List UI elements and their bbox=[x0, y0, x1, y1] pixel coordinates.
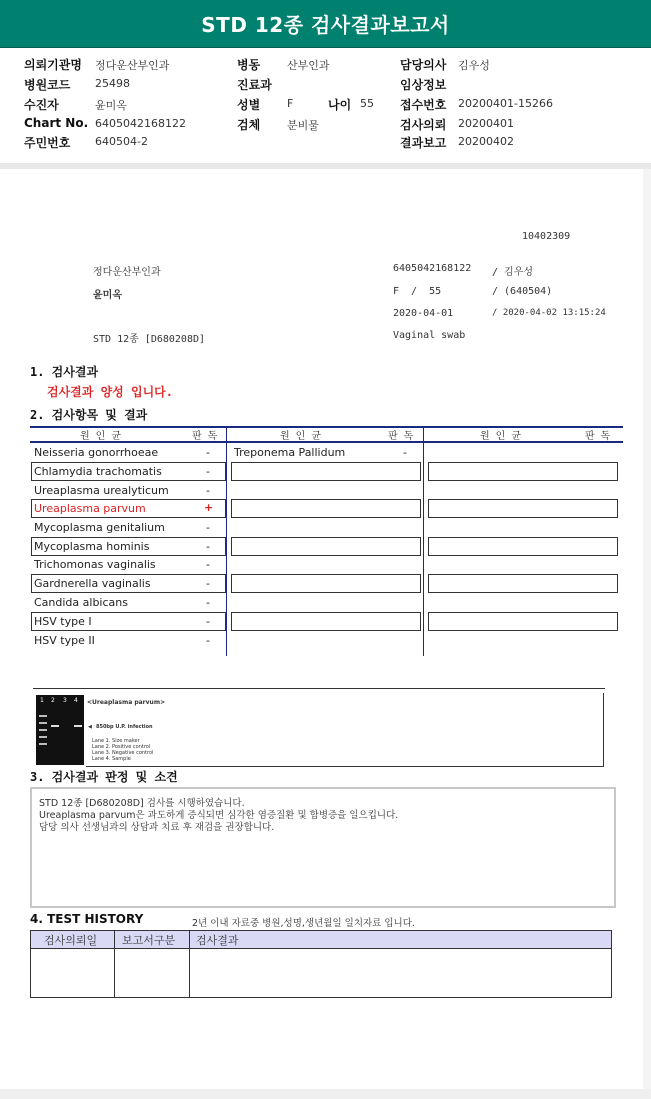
table-border bbox=[30, 997, 612, 998]
section1-title: 1. 검사결과 bbox=[30, 365, 99, 379]
receipt-label: 접수번호 bbox=[400, 98, 447, 112]
section2-title: 2. 검사항목 및 결과 bbox=[30, 408, 148, 422]
age-label: 나이 bbox=[328, 98, 352, 112]
hospital-code-label: 병원코드 bbox=[24, 78, 71, 92]
empty-row-frame bbox=[428, 462, 618, 481]
pathogen-name: Mycoplasma genitalium bbox=[34, 521, 165, 534]
history-col-result: 검사결과 bbox=[196, 934, 239, 947]
empty-row-frame bbox=[428, 612, 618, 631]
pathogen-name: Mycoplasma hominis bbox=[34, 540, 150, 553]
ladder-band bbox=[39, 736, 47, 738]
pathogen-result: - bbox=[206, 634, 210, 647]
age-value: 55 bbox=[360, 97, 374, 110]
patient-label: 수진자 bbox=[24, 98, 59, 112]
chart-value: 6405042168122 bbox=[95, 117, 186, 130]
header-judgement-2: 판 독 bbox=[388, 431, 414, 442]
history-table bbox=[30, 930, 612, 998]
gel-legend-item: Lane 3. Negative control bbox=[92, 750, 154, 756]
resident-value: 640504-2 bbox=[95, 135, 148, 148]
pathogen-result: - bbox=[206, 577, 210, 590]
opinion-box bbox=[30, 787, 616, 908]
pathogen-result: - bbox=[206, 484, 210, 497]
specimen-value: 분비물 bbox=[287, 119, 319, 132]
empty-row-frame bbox=[231, 574, 421, 593]
pathogen-result: - bbox=[206, 521, 210, 534]
gel-image bbox=[36, 695, 84, 765]
pathogen-result: - bbox=[206, 465, 210, 478]
empty-row-frame bbox=[428, 537, 618, 556]
column-divider bbox=[114, 930, 115, 998]
lane-number: 1 bbox=[40, 697, 44, 704]
empty-row-frame bbox=[231, 462, 421, 481]
request-value: 20200401 bbox=[458, 117, 514, 130]
sample-band bbox=[74, 725, 82, 727]
gel-frame-bottom bbox=[86, 766, 604, 767]
sex-label: 성별 bbox=[237, 98, 261, 112]
pathogen-name: Gardnerella vaginalis bbox=[34, 577, 151, 590]
summary-report-datetime: / 2020-04-02 13:15:24 bbox=[492, 308, 606, 318]
summary-id: 10402309 bbox=[522, 231, 571, 242]
pathogen-result: - bbox=[206, 446, 210, 459]
section4-title: 4. TEST HISTORY bbox=[30, 912, 144, 926]
institution-value: 정다운산부인과 bbox=[95, 59, 170, 72]
header-pathogen-1: 원 인 균 bbox=[80, 431, 122, 442]
report-header bbox=[0, 0, 651, 48]
report-label: 결과보고 bbox=[400, 136, 447, 150]
pathogen-result: - bbox=[206, 558, 210, 571]
dept-label: 진료과 bbox=[237, 78, 272, 92]
patient-value: 윤미옥 bbox=[95, 99, 127, 112]
ward-label: 병동 bbox=[237, 58, 261, 72]
empty-row-frame bbox=[428, 499, 618, 518]
lane-number: 3 bbox=[63, 697, 67, 704]
pathogen-name: Candida albicans bbox=[34, 596, 128, 609]
pathogen-result: - bbox=[206, 615, 210, 628]
header-pathogen-2: 원 인 균 bbox=[280, 431, 322, 442]
pathogen-name: Neisseria gonorrhoeae bbox=[34, 446, 159, 459]
gel-legend-item: Lane 4. Sample bbox=[92, 756, 131, 762]
pathogen-name: HSV type II bbox=[34, 634, 95, 647]
summary-request-date: 2020-04-01 bbox=[393, 308, 454, 319]
pathogen-name: Chlamydia trachomatis bbox=[34, 465, 162, 478]
ladder-band bbox=[39, 743, 47, 745]
history-note: 2년 이내 자료중 병원,성명,생년월일 일치자료 입니다. bbox=[192, 918, 415, 929]
report-value: 20200402 bbox=[458, 135, 514, 148]
empty-row-frame bbox=[231, 537, 421, 556]
column-divider bbox=[226, 426, 227, 656]
chart-label: Chart No. bbox=[24, 116, 89, 130]
clinical-label: 임상정보 bbox=[400, 78, 447, 92]
positive-control-band bbox=[51, 725, 59, 727]
summary-institution: 정다운산부인과 bbox=[93, 267, 161, 278]
page-edge bbox=[643, 169, 651, 1099]
page-bottom-edge bbox=[0, 1089, 651, 1099]
ladder-band bbox=[39, 729, 47, 731]
doctor-value: 김우성 bbox=[458, 59, 490, 72]
summary-patient: 윤미옥 bbox=[93, 290, 122, 301]
section3-title: 3. 검사결과 판정 및 소견 bbox=[30, 770, 178, 784]
patient-info bbox=[0, 50, 651, 162]
receipt-value: 20200401-15266 bbox=[458, 97, 553, 110]
column-divider bbox=[423, 426, 424, 656]
ladder-band bbox=[39, 722, 47, 724]
pathogen-name: Ureaplasma urealyticum bbox=[34, 484, 169, 497]
doctor-label: 담당의사 bbox=[400, 58, 447, 72]
institution-label: 의뢰기관명 bbox=[24, 58, 82, 72]
ward-value: 산부인과 bbox=[287, 59, 330, 72]
resident-label: 주민번호 bbox=[24, 136, 71, 150]
sex-value: F bbox=[287, 97, 294, 110]
lane-number: 2 bbox=[51, 697, 55, 704]
empty-row-frame bbox=[428, 574, 618, 593]
pathogen-result-positive: + bbox=[204, 501, 214, 514]
pathogen-name-positive: Ureaplasma parvum bbox=[34, 502, 146, 515]
history-col-date: 검사의뢰일 bbox=[44, 934, 98, 947]
summary-birth: / (640504) bbox=[492, 286, 553, 297]
empty-row-frame bbox=[231, 499, 421, 518]
specimen-label: 검체 bbox=[237, 118, 261, 132]
summary-specimen: Vaginal swab bbox=[393, 330, 466, 341]
header-judgement-3: 판 독 bbox=[585, 431, 611, 442]
gel-frame-right bbox=[603, 693, 604, 767]
summary-doctor: / 김우성 bbox=[492, 267, 534, 278]
table-border bbox=[30, 930, 31, 998]
table-border bbox=[611, 930, 612, 998]
history-header-row bbox=[30, 930, 612, 949]
opinion-line: 담당 의사 선생님과의 상담과 치료 후 재검을 권장합니다. bbox=[39, 822, 275, 833]
gel-title: <Ureaplasma parvum> bbox=[87, 699, 166, 706]
header-judgement-1: 판 독 bbox=[192, 431, 218, 442]
opinion-line: Ureaplasma parvum은 과도하게 증식되면 심각한 염증질환 및 합병증을 일으킵니다. bbox=[39, 810, 399, 821]
pathogen-name: Treponema Pallidum bbox=[234, 446, 346, 459]
pathogen-name: Trichomonas vaginalis bbox=[34, 558, 156, 571]
empty-row-frame bbox=[231, 612, 421, 631]
positive-message: 검사결과 양성 입니다. bbox=[47, 385, 174, 399]
gel-arrow-icon: ◀ bbox=[88, 724, 92, 730]
summary-test-name: STD 12종 [D680208D] bbox=[93, 334, 206, 345]
pathogen-result: - bbox=[403, 446, 407, 459]
opinion-line: STD 12종 [D680208D] 검사를 시행하였습니다. bbox=[39, 798, 245, 809]
summary-chart: 6405042168122 bbox=[393, 263, 472, 274]
pathogen-result: - bbox=[206, 540, 210, 553]
gel-legend-item: Lane 2. Positive control bbox=[92, 744, 151, 750]
summary-sex-age: F / 55 bbox=[393, 286, 442, 297]
report-title: STD 12종 검사결과보고서 bbox=[201, 13, 450, 37]
column-divider bbox=[189, 930, 190, 998]
pathogen-name: HSV type I bbox=[34, 615, 92, 628]
section-divider bbox=[0, 163, 651, 169]
hospital-code-value: 25498 bbox=[95, 77, 130, 90]
header-pathogen-3: 원 인 균 bbox=[480, 431, 522, 442]
history-col-type: 보고서구분 bbox=[122, 934, 176, 947]
gel-legend-item: Lane 1. Size maker bbox=[92, 738, 140, 744]
gel-arrow-label: 850bp U.P. infection bbox=[96, 724, 153, 730]
pathogen-result: - bbox=[206, 596, 210, 609]
lane-number: 4 bbox=[74, 697, 78, 704]
request-label: 검사의뢰 bbox=[400, 118, 447, 132]
ladder-band bbox=[39, 715, 47, 717]
